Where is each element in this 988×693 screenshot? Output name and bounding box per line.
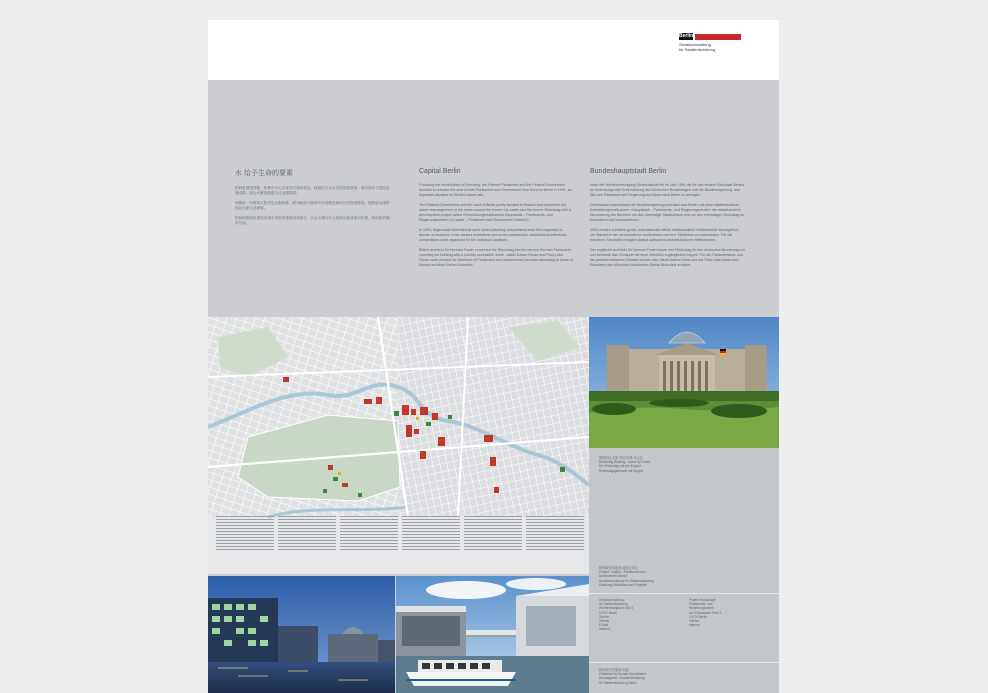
map-legend [216, 514, 581, 570]
legend-column [216, 514, 274, 552]
column-paragraph: 两德统一后联邦议院决定迁都柏林，联邦政府与柏林市共同推进政府区的规划建设，施普雷河湾的国会大厦与总理府。 [235, 201, 390, 210]
column-title: Capital Berlin [419, 168, 461, 175]
column-paragraph: 柏林的政府区建设是城市发展的重要组成部分，议会大楼与办公建筑沿施普雷河布置，形成新的城市空间。 [235, 216, 390, 225]
contact-right: Projekt Hauptstadt Parlaments- und Regierungsviertel Am Köllnischen Park 3 10179 Berlin Telefon Internet [689, 598, 722, 628]
column-paragraph: Following the reunification of Germany, the Federal Parliament and the Federal Government decided to relocate the seat of both Parliament and Government from Bonn to Berlin in 1991, an important decision for Berlin's future fate. [419, 183, 572, 197]
brochure-page [208, 20, 779, 693]
chinese-column [235, 168, 390, 231]
english-column [419, 168, 574, 273]
city-map [208, 317, 589, 574]
column-paragraph: Nach der Wiedervereinigung Deutschlands fiel im Jahr 1991 die für das weitere Schicksal Berlins so bedeutungsvolle Entscheidung des Deutschen Bundestages und der Bundesregierung, den Sitz von Parlament und Regierung von Bonn nach Berlin zu verlegen. [590, 183, 745, 197]
column-paragraph: The Federal Government and the Land of Berlin jointly decided to finance and implement the urban rearrangement of the areas around the former city castle and the former Reichstag with a development project called »Entwicklungsmaßnahme Hauptstadt – Parlaments- und Regierungsviertel« (»Capital – Parliament and Government District«). [419, 203, 571, 222]
column-title: Bundeshauptstadt Berlin [590, 168, 667, 175]
legend-column [278, 514, 336, 552]
dept-line2: für Stadtentwicklung [679, 47, 716, 52]
column-paragraph: Gemeinsam beschlossen die Bundesregierung und das Land Berlin, mit einer städtebaulichen Entwicklungsmaßnahme »Hauptstadt – Parlaments- und Regierungsviertel« die städtebauliche Neuordnung der Bereiche um das ehemalige Stadtschloss und um den ehemaligen Reichstag zu finanzieren und durchzuführen. [590, 203, 745, 222]
contact-left: Senatsverwaltung für Stadtentwicklung Württembergische Str. 6 10707 Berlin Telefon Telefax E-Mail Internet [599, 598, 634, 632]
spree-dusk-photo [208, 576, 395, 693]
spree-boat-photo [396, 576, 589, 693]
header [208, 20, 779, 80]
legend-column [402, 514, 460, 552]
legend-column [526, 514, 584, 552]
legend-column [340, 514, 398, 552]
column-paragraph: 1993 wurden zunächst große, internationale offene städtebauliche Wettbewerbe durchgeführt, um Standorte der verschiedenen Institutionen und ihre Städtebau zu entscheiden. Für die einzelnen Standorte erfolgten darauf aufbauend architektonische Wettbewerbe. [590, 228, 740, 242]
column-paragraph: British architect Sir Norman Foster converted the Reichstag into the current German Parliament crowning the building with a publicly accessible dome. Jakob-Kaiser-House and Paul-Löbe-House were erected for Members of Parliament and parliamentary services according to plans of Munich architect Stefan Braunfels. [419, 248, 573, 267]
legend-column [464, 514, 522, 552]
berlin-bear-logo-icon: Berlin [679, 33, 694, 39]
project-block: 柏林城市发展部 政府区项目 Project: Capital – Parliament and Government District Senatsverwaltung für Stadtentwicklung Abteilung Städtebau und Projekte [599, 566, 654, 587]
column-paragraph: 柏林是德国首都，柏林市中心区规划与建设项目，政府区与议会区的发展规划，城市设计与国际竞赛成果，国会大厦的改建与议会建筑群。 [235, 186, 390, 195]
logo-red-bar [695, 34, 741, 40]
reichstag-photo [589, 317, 779, 448]
column-paragraph: In 1993, large-scale international open urban-planning competitions were first organised to decide on locations of the various institutions and urban construction. Additional architectonic competitions were organised for the individual locations. [419, 228, 567, 242]
german-column [590, 168, 745, 273]
column-paragraph: Der englische Architekt Sir Norman Foster baute den Reichstag für den deutschen Bundestag um und bekrönte das Gebäude mit einer öffentlich zugänglichen Kuppel. Für die Parlamentarier und die parlamentarischen Dienste wurden das Jakob-Kaiser-Haus und das Paul-Löbe-Haus nach Entwürfen des Münchner Architekten Stefan Braunfels errichtet. [590, 248, 746, 267]
footer-block: 柏林城市发展部 出版 Published by Senate Department Herausgeber: Senatsverwaltung für Stadtentwicklung Berlin [599, 668, 646, 685]
dept-line1: Senatsverwaltung [679, 42, 711, 47]
divider [589, 662, 779, 663]
column-title: 水 给予生命的要素 [235, 170, 293, 177]
divider [589, 593, 779, 594]
caption-block: 德国国会大厦 穹顶 柏林 议会区 Reichstag Building · dome by Foster Der Reichstag mit der Kuppel Reichstagsgebäude mit Kuppel [599, 456, 651, 473]
berlin-logo [679, 33, 749, 52]
info-panel [589, 448, 779, 693]
